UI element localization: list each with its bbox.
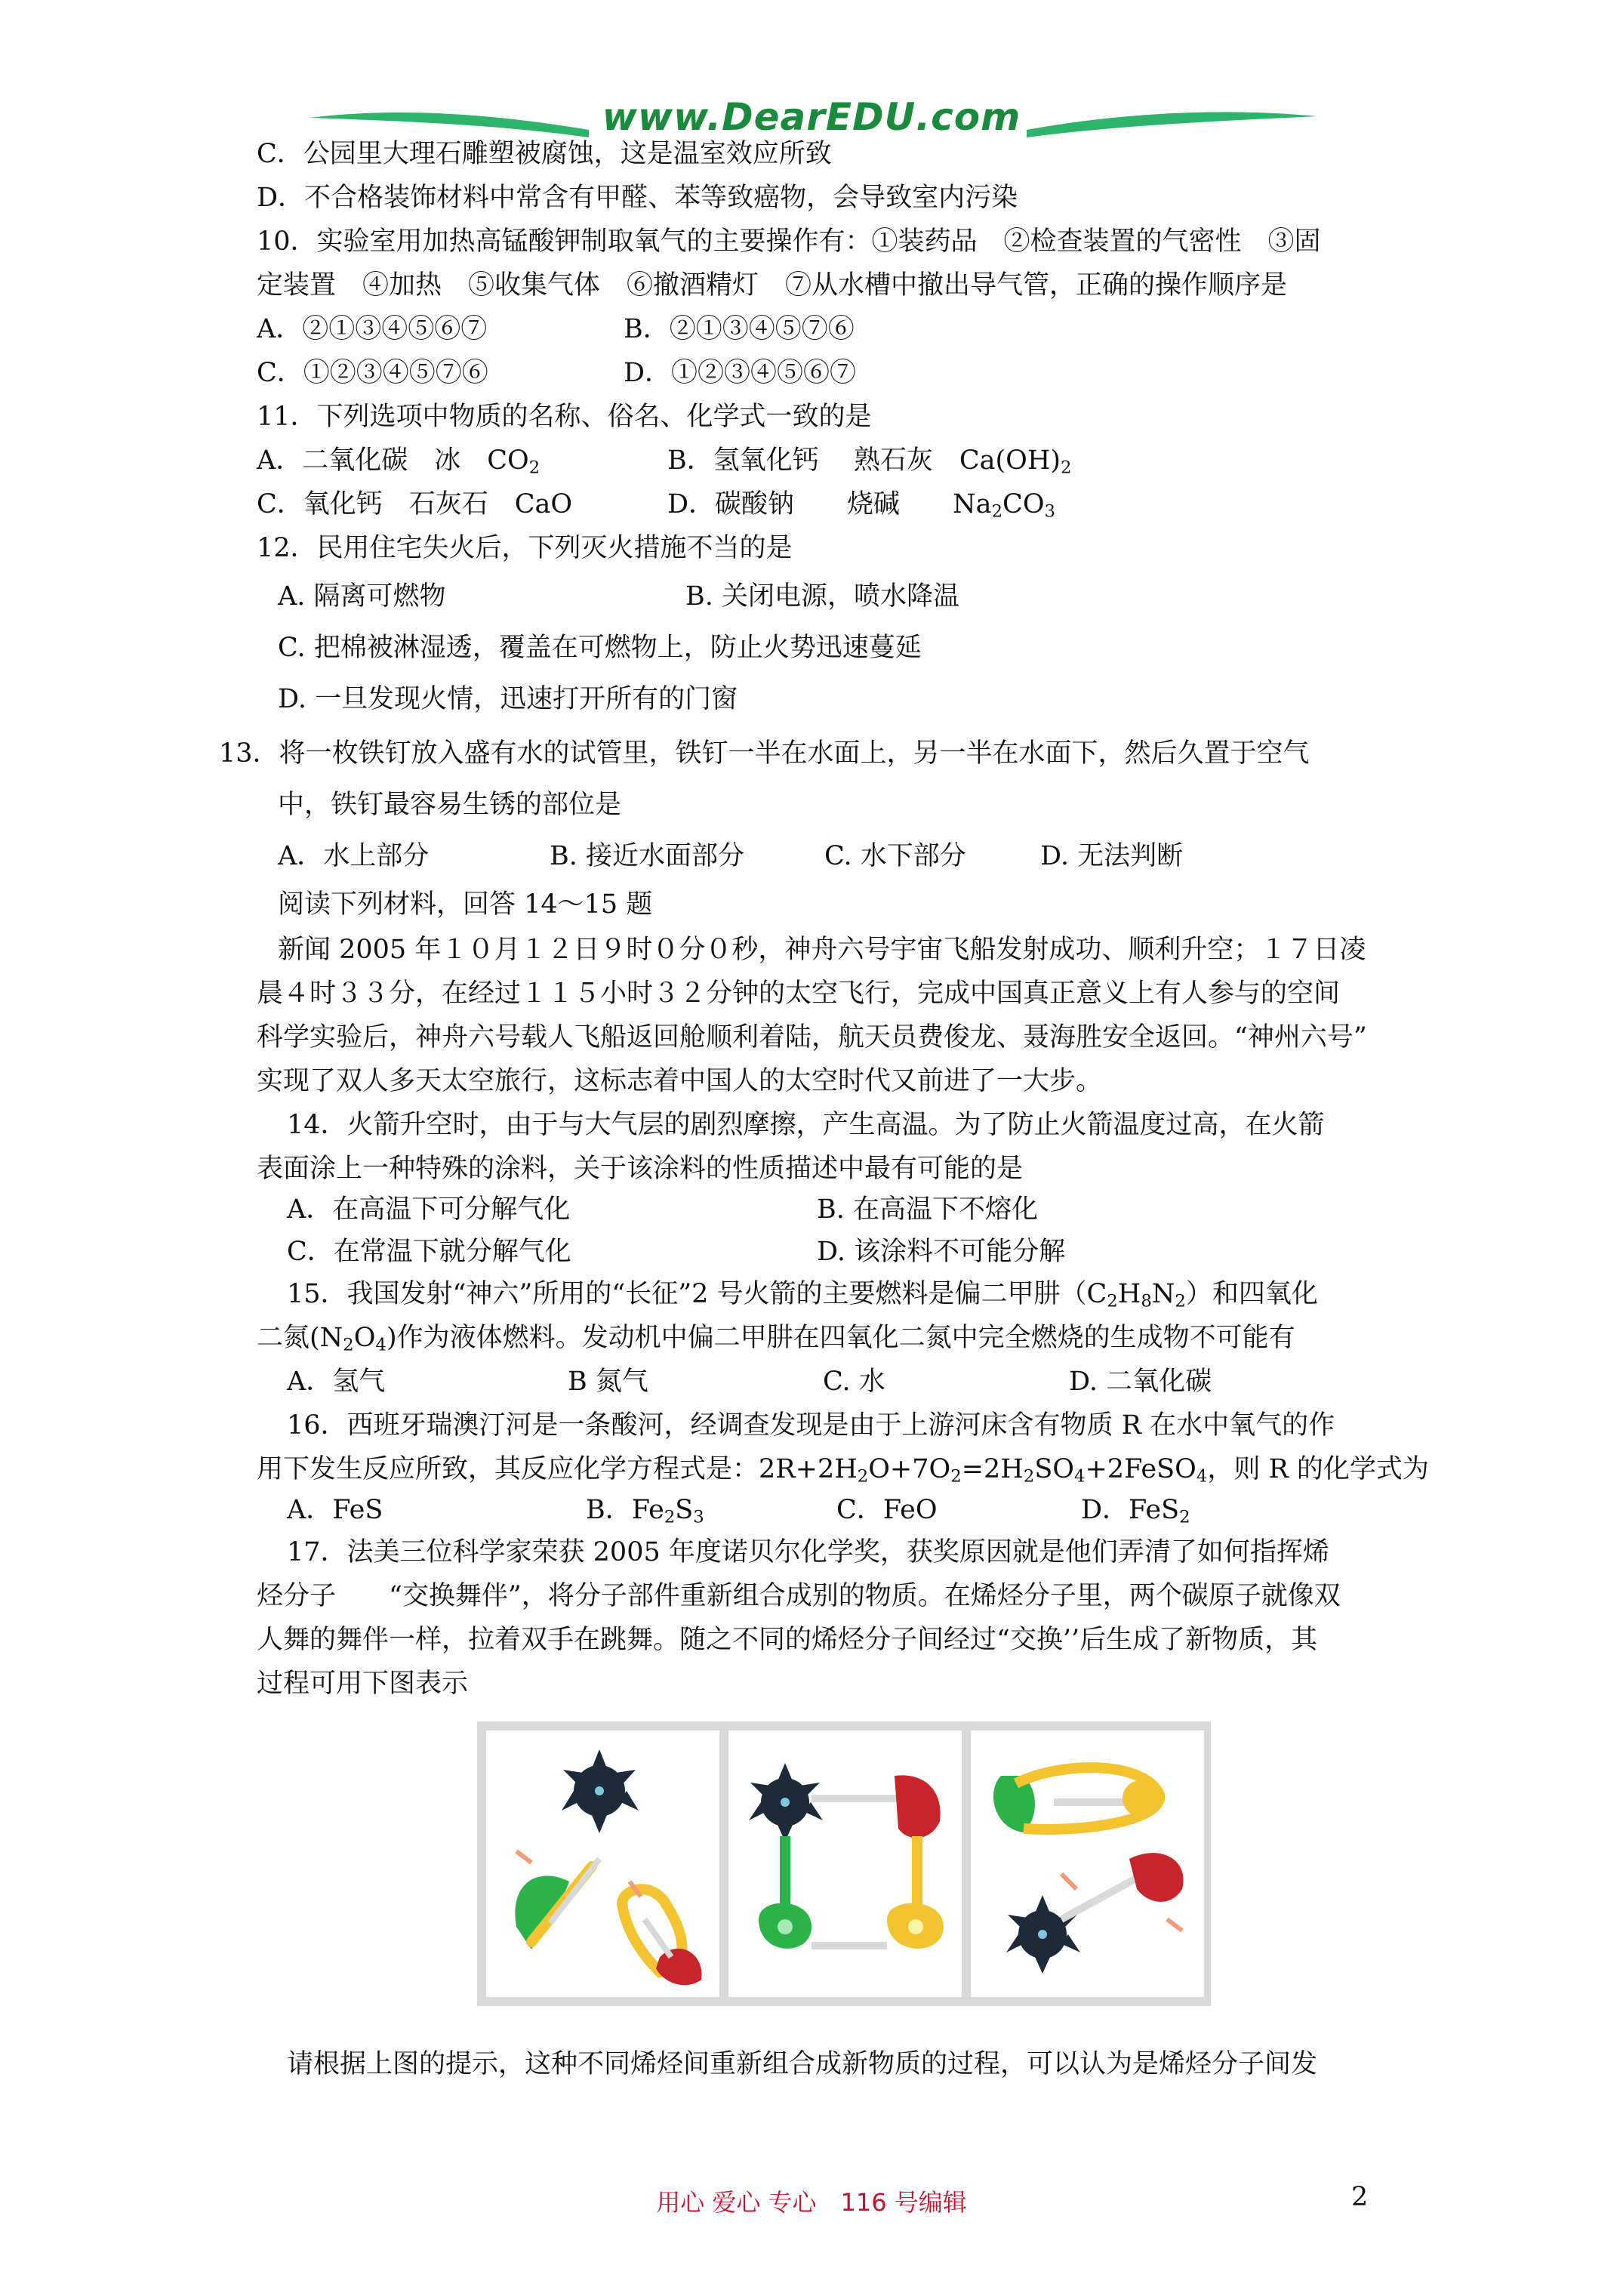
q16-option-b: B．$Fe_2S_3$ <box>586 1495 704 1527</box>
q13-option-a: A．水上部分 <box>278 841 430 871</box>
q10-stem-line1: 10．实验室用加热高锰酸钾制取氧气的主要操作有：①装药品 ②检查装置的气密性 ③固 <box>257 227 1321 257</box>
q16-stem-line2: 用下发生反应所致，其反应化学方程式是：$2R+2H_2O+7O_2=2H_2SO_4+2FeSO_4$，则 R 的化学式为 <box>257 1454 1429 1487</box>
q13-option-d: D. 无法判断 <box>1040 841 1184 871</box>
q16-stem-line1: 16．西班牙瑞澳汀河是一条酸河，经调查发现是由于上游河床含有物质 R 在水中氧气的作 <box>287 1410 1335 1441</box>
q15-option-d: D. 二氧化碳 <box>1069 1367 1212 1397</box>
q10-stem-line2: 定装置 ④加热 ⑤收集气体 ⑥撤酒精灯 ⑦从水槽中撤出导气管，正确的操作顺序是 <box>257 270 1288 300</box>
q13-stem-line2: 中，铁钉最容易生锈的部位是 <box>278 790 622 820</box>
q17-stem-line4: 过程可用下图表示 <box>257 1669 469 1699</box>
q17-stem-line3: 人舞的舞伴一样，拉着双手在跳舞。随之不同的烯烃分子间经过“交换’’后生成了新物质，其 <box>257 1625 1318 1655</box>
page-number: 2 <box>1351 2182 1369 2212</box>
figure-panel-2 <box>728 1730 962 1997</box>
q10-option-b: B．②①③④⑤⑦⑥ <box>624 314 855 344</box>
q15-stem-line2: 二氮$(N_2O_4)$作为液体燃料。发动机中偏二甲肼在四氧化二氮中完全燃烧的生成物不可能有 <box>257 1323 1295 1355</box>
q11-stem: 11．下列选项中物质的名称、俗名、化学式一致的是 <box>257 402 872 432</box>
q17-stem-line1: 17．法美三位科学家荣获 2005 年度诺贝尔化学奖，获奖原因就是他们弄清了如何指挥烯 <box>287 1537 1329 1567</box>
q15-option-a: A．氢气 <box>287 1367 386 1397</box>
q12-option-d: D. 一旦发现火情，迅速打开所有的门窗 <box>278 684 738 714</box>
q16-option-d: D．FeS$_2$ <box>1081 1495 1190 1527</box>
q10-option-a: A．②①③④⑤⑥⑦ <box>257 314 488 344</box>
q14-stem-line1: 14．火箭升空时，由于与大气层的剧烈摩擦，产生高温。为了防止火箭温度过高，在火箭 <box>287 1110 1325 1140</box>
q14-stem-line2: 表面涂上一种特殊的涂料，关于该涂料的性质描述中最有可能的是 <box>257 1154 1024 1184</box>
figure-panel-3 <box>971 1730 1204 1997</box>
q15-stem-line1: 15．我国发射“神六”所用的“长征”2 号火箭的主要燃料是偏二甲肼$(C_2H_8N_2)$和四氧化 <box>287 1279 1318 1311</box>
q14-option-a: A．在高温下可分解气化 <box>287 1194 571 1225</box>
panel-3-illustration <box>971 1730 1204 1997</box>
passage-line3: 科学实验后，神舟六号载人飞船返回舱顺利着陆，航天员费俊龙、聂海胜安全返回。“神州六号” <box>257 1022 1367 1052</box>
q11-option-a: A．二氧化碳 冰 $CO_2$ <box>257 445 540 478</box>
passage-line1: 新闻 2005 年１０月１２日９时０分０秒，神舟六号宇宙飞船发射成功、顺利升空；１７日凌 <box>278 935 1366 965</box>
q14-option-d: D. 该涂料不可能分解 <box>817 1237 1066 1267</box>
q15-option-c: C. 水 <box>823 1367 885 1397</box>
q14-option-c: C．在常温下就分解气化 <box>287 1237 571 1267</box>
q11-option-c: C．氧化钙 石灰石 CaO <box>257 489 573 519</box>
q9-option-c: C．公园里大理石雕塑被腐蚀，这是温室效应所致 <box>257 139 832 169</box>
q12-option-b: B. 关闭电源，喷水降温 <box>685 581 959 612</box>
q13-option-c: C. 水下部分 <box>824 841 966 871</box>
q11-option-b: B．氢氧化钙 熟石灰 $Ca(OH)_2$ <box>667 445 1072 478</box>
q15-option-b: B 氮气 <box>568 1367 648 1397</box>
q10-option-d: D．①②③④⑤⑥⑦ <box>624 358 857 388</box>
q17-stem-line2: 烃分子 “交换舞伴”，将分子部件重新组合成别的物质。在烯烃分子里，两个碳原子就像双 <box>257 1581 1341 1611</box>
metathesis-figure <box>477 1721 1211 2006</box>
passage-intro: 阅读下列材料，回答 14～15 题 <box>278 889 653 920</box>
q16-option-a: A．FeS <box>287 1495 383 1525</box>
footer-editor-note: 用心 爱心 专心 116 号编辑 <box>656 2188 967 2217</box>
q13-option-b: B. 接近水面部分 <box>550 841 744 871</box>
q9-option-d: D．不合格装饰材料中常含有甲醛、苯等致癌物，会导致室内污染 <box>257 183 1018 213</box>
q10-option-c: C．①②③④⑤⑦⑥ <box>257 358 488 388</box>
site-logo[interactable]: www.DearEDU.com <box>602 95 1021 139</box>
panel-2-illustration <box>728 1730 962 1997</box>
q12-option-c: C. 把棉被淋湿透，覆盖在可燃物上，防止火势迅速蔓延 <box>278 633 922 663</box>
panel-1-illustration <box>486 1730 719 1997</box>
q14-option-b: B. 在高温下不熔化 <box>817 1194 1038 1225</box>
q11-option-d: D．碳酸钠 烧碱 $Na_2CO_3$ <box>667 489 1056 522</box>
passage-line2: 晨４时３３分，在经过１１５小时３２分钟的太空飞行，完成中国真正意义上有人参与的空间 <box>257 978 1341 1009</box>
q12-option-a: A. 隔离可燃物 <box>278 581 446 612</box>
figure-panel-1 <box>486 1730 719 1997</box>
q13-stem-line1: 13．将一枚铁钉放入盛有水的试管里，铁钉一半在水面上，另一半在水面下，然后久置于空气 <box>219 738 1310 769</box>
q16-option-c: C．FeO <box>836 1495 938 1525</box>
q12-stem: 12．民用住宅失火后，下列灭火措施不当的是 <box>257 533 793 563</box>
q17-continuation: 请根据上图的提示，这种不同烯烃间重新组合成新物质的过程，可以认为是烯烃分子间发 <box>287 2049 1318 2079</box>
passage-line4: 实现了双人多天太空旅行，这标志着中国人的太空时代又前进了一大步。 <box>257 1066 1103 1096</box>
